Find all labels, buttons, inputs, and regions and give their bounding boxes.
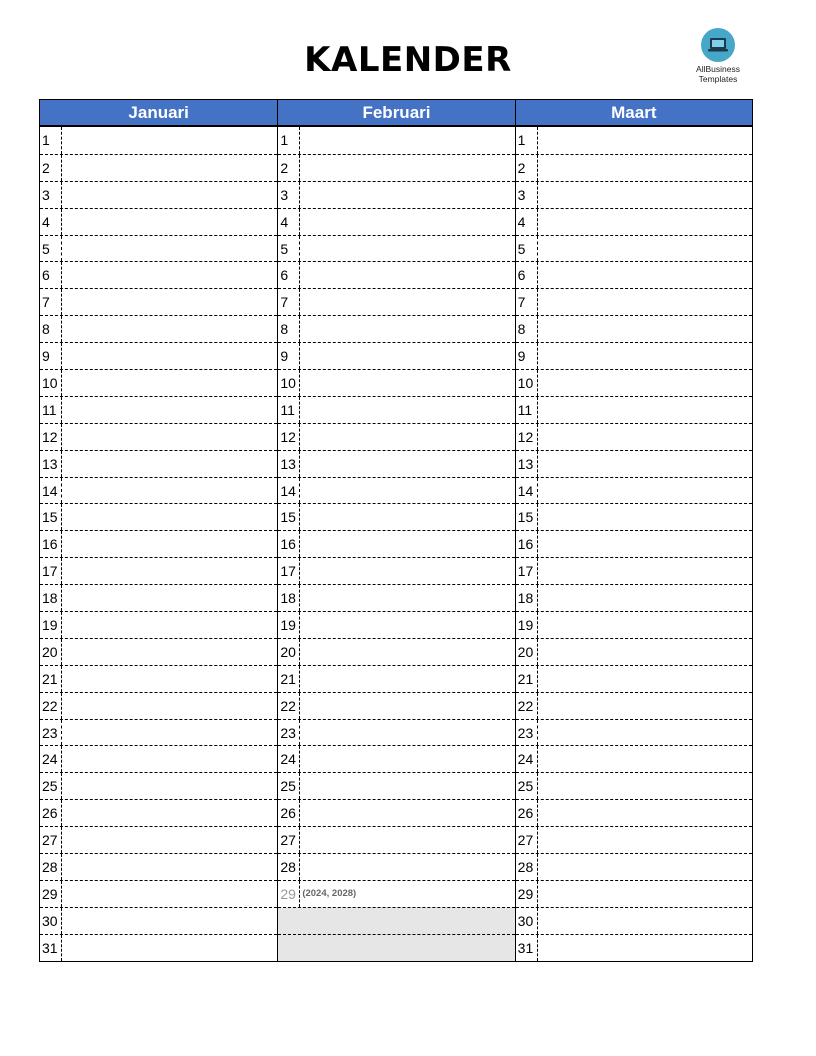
day-number: 17: [516, 558, 538, 584]
day-number: 25: [516, 773, 538, 799]
day-number: 16: [278, 531, 300, 557]
day-note-cell[interactable]: [62, 720, 277, 746]
day-row: [516, 665, 752, 692]
day-row: [516, 853, 752, 880]
day-number: 14: [40, 478, 62, 504]
day-number: 12: [40, 424, 62, 450]
day-note-cell[interactable]: [62, 854, 277, 880]
day-number: 18: [278, 585, 300, 611]
day-note-cell[interactable]: [62, 451, 277, 477]
day-row: [40, 584, 277, 611]
day-number: 8: [278, 316, 300, 342]
day-note-cell[interactable]: [62, 666, 277, 692]
day-note-cell[interactable]: [62, 639, 277, 665]
day-number: 29: [516, 881, 538, 907]
day-row: [516, 584, 752, 611]
day-row: [278, 235, 514, 262]
day-row: [516, 907, 752, 934]
day-number: 7: [40, 289, 62, 315]
day-note-cell[interactable]: [538, 827, 752, 853]
day-row: [516, 181, 752, 208]
day-row: [40, 772, 277, 799]
day-number: 20: [40, 639, 62, 665]
day-row: [278, 208, 514, 235]
day-number: 23: [40, 720, 62, 746]
day-note-cell[interactable]: [538, 236, 752, 262]
logo: [688, 28, 748, 84]
day-note-cell[interactable]: [300, 236, 514, 262]
day-note-cell[interactable]: [62, 343, 277, 369]
day-note-cell[interactable]: [62, 478, 277, 504]
day-number: 21: [278, 666, 300, 692]
day-note-cell[interactable]: [300, 612, 514, 638]
day-row: [516, 557, 752, 584]
day-row: [278, 638, 514, 665]
day-note-cell[interactable]: [62, 612, 277, 638]
day-number: 21: [40, 666, 62, 692]
day-note-cell[interactable]: [300, 639, 514, 665]
disabled-day-row: [278, 907, 514, 934]
day-row: [40, 611, 277, 638]
day-number: 9: [40, 343, 62, 369]
day-number: 26: [40, 800, 62, 826]
day-row: [40, 261, 277, 288]
day-number: 19: [278, 612, 300, 638]
day-note-cell[interactable]: [62, 504, 277, 530]
day-row: [278, 450, 514, 477]
day-number: 11: [278, 397, 300, 423]
day-note-cell[interactable]: [300, 343, 514, 369]
day-note-cell[interactable]: [538, 612, 752, 638]
day-row: [516, 154, 752, 181]
day-number: 18: [40, 585, 62, 611]
day-row: [516, 208, 752, 235]
day-note-cell[interactable]: [300, 720, 514, 746]
logo-line-2: Templates: [698, 74, 738, 84]
day-row: [40, 503, 277, 530]
day-number: 22: [278, 693, 300, 719]
day-note-cell[interactable]: [300, 666, 514, 692]
day-row: [516, 503, 752, 530]
day-note-cell[interactable]: [538, 666, 752, 692]
day-note-cell[interactable]: [538, 289, 752, 315]
calendar-body: [40, 127, 752, 961]
day-note-cell[interactable]: [538, 451, 752, 477]
day-number: 1: [278, 127, 300, 154]
day-note-cell[interactable]: [300, 155, 514, 181]
day-row: [40, 235, 277, 262]
day-note-cell[interactable]: [300, 209, 514, 235]
day-note-cell[interactable]: [300, 424, 514, 450]
day-row: [278, 611, 514, 638]
day-note-cell[interactable]: [300, 773, 514, 799]
day-number: 6: [40, 262, 62, 288]
laptop-icon: [701, 28, 735, 62]
day-number: 31: [40, 935, 62, 961]
day-note-cell[interactable]: [300, 827, 514, 853]
day-number: 19: [40, 612, 62, 638]
day-number: 8: [40, 316, 62, 342]
calendar-header: [40, 100, 752, 127]
day-note-cell[interactable]: [62, 182, 277, 208]
day-row: [40, 477, 277, 504]
day-row: [516, 799, 752, 826]
day-number: 6: [516, 262, 538, 288]
day-note-cell[interactable]: [62, 209, 277, 235]
day-row: [278, 503, 514, 530]
day-note-cell[interactable]: [300, 558, 514, 584]
day-row: [278, 799, 514, 826]
day-note-cell[interactable]: [300, 289, 514, 315]
day-note-cell[interactable]: [62, 127, 277, 154]
day-note-cell[interactable]: [538, 424, 752, 450]
day-number: 28: [278, 854, 300, 880]
day-note-cell[interactable]: [300, 451, 514, 477]
day-number: 3: [40, 182, 62, 208]
day-note-cell[interactable]: [538, 935, 752, 961]
day-note-cell[interactable]: [538, 693, 752, 719]
day-row: [278, 396, 514, 423]
day-number: 19: [516, 612, 538, 638]
day-note-cell[interactable]: [62, 289, 277, 315]
day-note-cell[interactable]: [538, 800, 752, 826]
day-number: 4: [278, 209, 300, 235]
day-row: [278, 584, 514, 611]
day-note-cell[interactable]: [538, 209, 752, 235]
day-row: [516, 692, 752, 719]
day-note-cell: [300, 908, 514, 934]
day-row: [278, 369, 514, 396]
day-number: 24: [516, 746, 538, 772]
day-note-cell[interactable]: [538, 370, 752, 396]
day-row: [40, 450, 277, 477]
day-note-cell[interactable]: [538, 182, 752, 208]
day-number: 27: [516, 827, 538, 853]
day-row: [40, 880, 277, 907]
day-number: 20: [278, 639, 300, 665]
day-note-cell[interactable]: [62, 531, 277, 557]
day-number: 29: [40, 881, 62, 907]
day-row: [40, 423, 277, 450]
day-row: [278, 745, 514, 772]
day-note-cell[interactable]: [62, 693, 277, 719]
day-number: 27: [278, 827, 300, 853]
day-row: [40, 396, 277, 423]
day-row: [40, 799, 277, 826]
day-row: [40, 692, 277, 719]
day-row: [40, 638, 277, 665]
day-number: 3: [516, 182, 538, 208]
day-row: [278, 127, 514, 154]
day-number: 24: [40, 746, 62, 772]
day-number: 17: [40, 558, 62, 584]
day-note-cell[interactable]: [62, 397, 277, 423]
day-note-cell[interactable]: [62, 236, 277, 262]
day-number: 29: [278, 881, 300, 907]
day-note-cell[interactable]: [62, 935, 277, 961]
day-number: 20: [516, 639, 538, 665]
day-row: [516, 315, 752, 342]
day-row: [278, 692, 514, 719]
day-note-cell[interactable]: [62, 800, 277, 826]
day-number: 2: [278, 155, 300, 181]
day-note-cell[interactable]: [300, 531, 514, 557]
day-number: 16: [40, 531, 62, 557]
day-note-cell[interactable]: [538, 316, 752, 342]
day-row: [278, 826, 514, 853]
day-number: 8: [516, 316, 538, 342]
day-row: [516, 288, 752, 315]
day-note-cell[interactable]: [538, 397, 752, 423]
day-note-cell[interactable]: [300, 397, 514, 423]
day-note-cell[interactable]: [538, 155, 752, 181]
day-number: 13: [516, 451, 538, 477]
day-note-cell[interactable]: [538, 908, 752, 934]
day-number: 4: [40, 209, 62, 235]
day-row: [516, 934, 752, 961]
day-number: 5: [278, 236, 300, 262]
day-number: 7: [516, 289, 538, 315]
month-header-januari: Januari: [40, 100, 277, 127]
day-number: 11: [516, 397, 538, 423]
day-number: [278, 908, 300, 934]
day-number: 23: [516, 720, 538, 746]
day-note-cell[interactable]: [300, 504, 514, 530]
day-number: 5: [40, 236, 62, 262]
day-number: 13: [278, 451, 300, 477]
day-row: [278, 557, 514, 584]
day-number: 12: [516, 424, 538, 450]
day-number: 9: [516, 343, 538, 369]
day-note-cell[interactable]: [538, 558, 752, 584]
day-row: [516, 638, 752, 665]
day-number: 28: [516, 854, 538, 880]
day-row: [516, 261, 752, 288]
day-note-cell[interactable]: [538, 720, 752, 746]
day-number: 31: [516, 935, 538, 961]
month-header-februari: Februari: [277, 100, 514, 127]
day-number: 15: [278, 504, 300, 530]
day-note-cell[interactable]: [300, 478, 514, 504]
day-number: 22: [40, 693, 62, 719]
day-note-cell[interactable]: [62, 908, 277, 934]
day-note-cell[interactable]: [538, 639, 752, 665]
day-row: [40, 530, 277, 557]
day-row: [516, 127, 752, 154]
day-note-cell[interactable]: [300, 693, 514, 719]
day-number: 1: [40, 127, 62, 154]
day-row: [278, 342, 514, 369]
day-row: [516, 396, 752, 423]
day-note-cell[interactable]: [62, 370, 277, 396]
day-note-cell[interactable]: [62, 155, 277, 181]
day-number: 12: [278, 424, 300, 450]
logo-line-1: AllBusiness: [696, 64, 740, 74]
day-number: 6: [278, 262, 300, 288]
day-number: 15: [516, 504, 538, 530]
day-row: [278, 665, 514, 692]
day-number: 30: [516, 908, 538, 934]
month-column-maart: [515, 127, 752, 961]
day-number: 16: [516, 531, 538, 557]
day-number: 21: [516, 666, 538, 692]
day-row: [278, 880, 514, 907]
day-note-cell[interactable]: [62, 585, 277, 611]
day-note-cell[interactable]: [62, 746, 277, 772]
day-row: [278, 477, 514, 504]
day-note-cell[interactable]: [300, 262, 514, 288]
day-row: [40, 719, 277, 746]
day-number: 9: [278, 343, 300, 369]
day-note-cell[interactable]: [300, 127, 514, 154]
day-row: [278, 423, 514, 450]
page-title: KALENDER: [304, 40, 512, 80]
day-note-cell[interactable]: [538, 504, 752, 530]
day-row: [40, 557, 277, 584]
day-number: 4: [516, 209, 538, 235]
day-number: 23: [278, 720, 300, 746]
day-number: 14: [278, 478, 300, 504]
day-row: [40, 907, 277, 934]
day-note-cell[interactable]: [300, 182, 514, 208]
day-row: [516, 369, 752, 396]
day-row: [278, 288, 514, 315]
day-number: 14: [516, 478, 538, 504]
day-row: [40, 826, 277, 853]
day-row: [40, 745, 277, 772]
day-number: 27: [40, 827, 62, 853]
day-row: [278, 315, 514, 342]
day-row: [40, 853, 277, 880]
day-row: [516, 772, 752, 799]
day-number: 28: [40, 854, 62, 880]
day-number: 10: [516, 370, 538, 396]
day-number: 11: [40, 397, 62, 423]
month-column-februari: [277, 127, 514, 961]
day-row: [516, 880, 752, 907]
day-row: [40, 208, 277, 235]
day-row: [40, 127, 277, 154]
day-number: 17: [278, 558, 300, 584]
day-row: [40, 154, 277, 181]
day-note-cell[interactable]: [62, 424, 277, 450]
day-note-cell[interactable]: [538, 343, 752, 369]
day-note-cell[interactable]: [62, 558, 277, 584]
day-number: 10: [40, 370, 62, 396]
day-number: 30: [40, 908, 62, 934]
day-note-cell[interactable]: [538, 262, 752, 288]
day-note-cell[interactable]: [300, 316, 514, 342]
day-row: [516, 826, 752, 853]
day-row: [40, 315, 277, 342]
day-number: 18: [516, 585, 538, 611]
day-number: 13: [40, 451, 62, 477]
day-row: [40, 181, 277, 208]
day-note-cell[interactable]: [538, 585, 752, 611]
day-row: [278, 261, 514, 288]
day-row: [278, 719, 514, 746]
day-row: [40, 288, 277, 315]
day-row: [516, 745, 752, 772]
leap-year-note: (2024, 2028): [302, 887, 357, 899]
day-row: [278, 772, 514, 799]
month-header-maart: Maart: [515, 100, 752, 127]
day-note-cell[interactable]: [62, 827, 277, 853]
day-number: 25: [278, 773, 300, 799]
day-row: [40, 665, 277, 692]
day-number: 3: [278, 182, 300, 208]
day-note-cell[interactable]: [62, 773, 277, 799]
day-row: [516, 450, 752, 477]
day-row: [40, 342, 277, 369]
day-number: 10: [278, 370, 300, 396]
day-number: 1: [516, 127, 538, 154]
day-number: 22: [516, 693, 538, 719]
day-row: [516, 530, 752, 557]
day-row: [516, 423, 752, 450]
day-row: [278, 154, 514, 181]
day-row: [278, 853, 514, 880]
day-number: 25: [40, 773, 62, 799]
day-note-cell[interactable]: [538, 854, 752, 880]
day-row: [40, 369, 277, 396]
day-number: 24: [278, 746, 300, 772]
day-note-cell[interactable]: [300, 370, 514, 396]
day-row: [40, 934, 277, 961]
day-row: [516, 342, 752, 369]
day-note-cell[interactable]: [538, 127, 752, 154]
day-number: 2: [516, 155, 538, 181]
day-number: 2: [40, 155, 62, 181]
month-column-januari: [40, 127, 277, 961]
day-number: 15: [40, 504, 62, 530]
day-number: [278, 935, 300, 961]
day-note-cell[interactable]: [300, 585, 514, 611]
day-number: 7: [278, 289, 300, 315]
day-number: 5: [516, 236, 538, 262]
day-row: [516, 477, 752, 504]
day-number: 26: [516, 800, 538, 826]
day-note-cell[interactable]: [300, 746, 514, 772]
day-note-cell[interactable]: [300, 854, 514, 880]
calendar-table: [39, 99, 753, 962]
day-row: [516, 719, 752, 746]
day-row: [278, 530, 514, 557]
day-note-cell[interactable]: [62, 316, 277, 342]
day-note-cell[interactable]: [62, 881, 277, 907]
day-row: [516, 611, 752, 638]
day-note-cell[interactable]: [62, 262, 277, 288]
day-note-cell[interactable]: [538, 531, 752, 557]
disabled-day-row: [278, 934, 514, 961]
day-note-cell[interactable]: [538, 881, 752, 907]
day-note-cell[interactable]: [538, 773, 752, 799]
day-number: 26: [278, 800, 300, 826]
day-note-cell[interactable]: [538, 478, 752, 504]
day-note-cell: [300, 935, 514, 961]
day-row: [516, 235, 752, 262]
day-note-cell[interactable]: [300, 800, 514, 826]
day-row: [278, 181, 514, 208]
day-note-cell[interactable]: [538, 746, 752, 772]
